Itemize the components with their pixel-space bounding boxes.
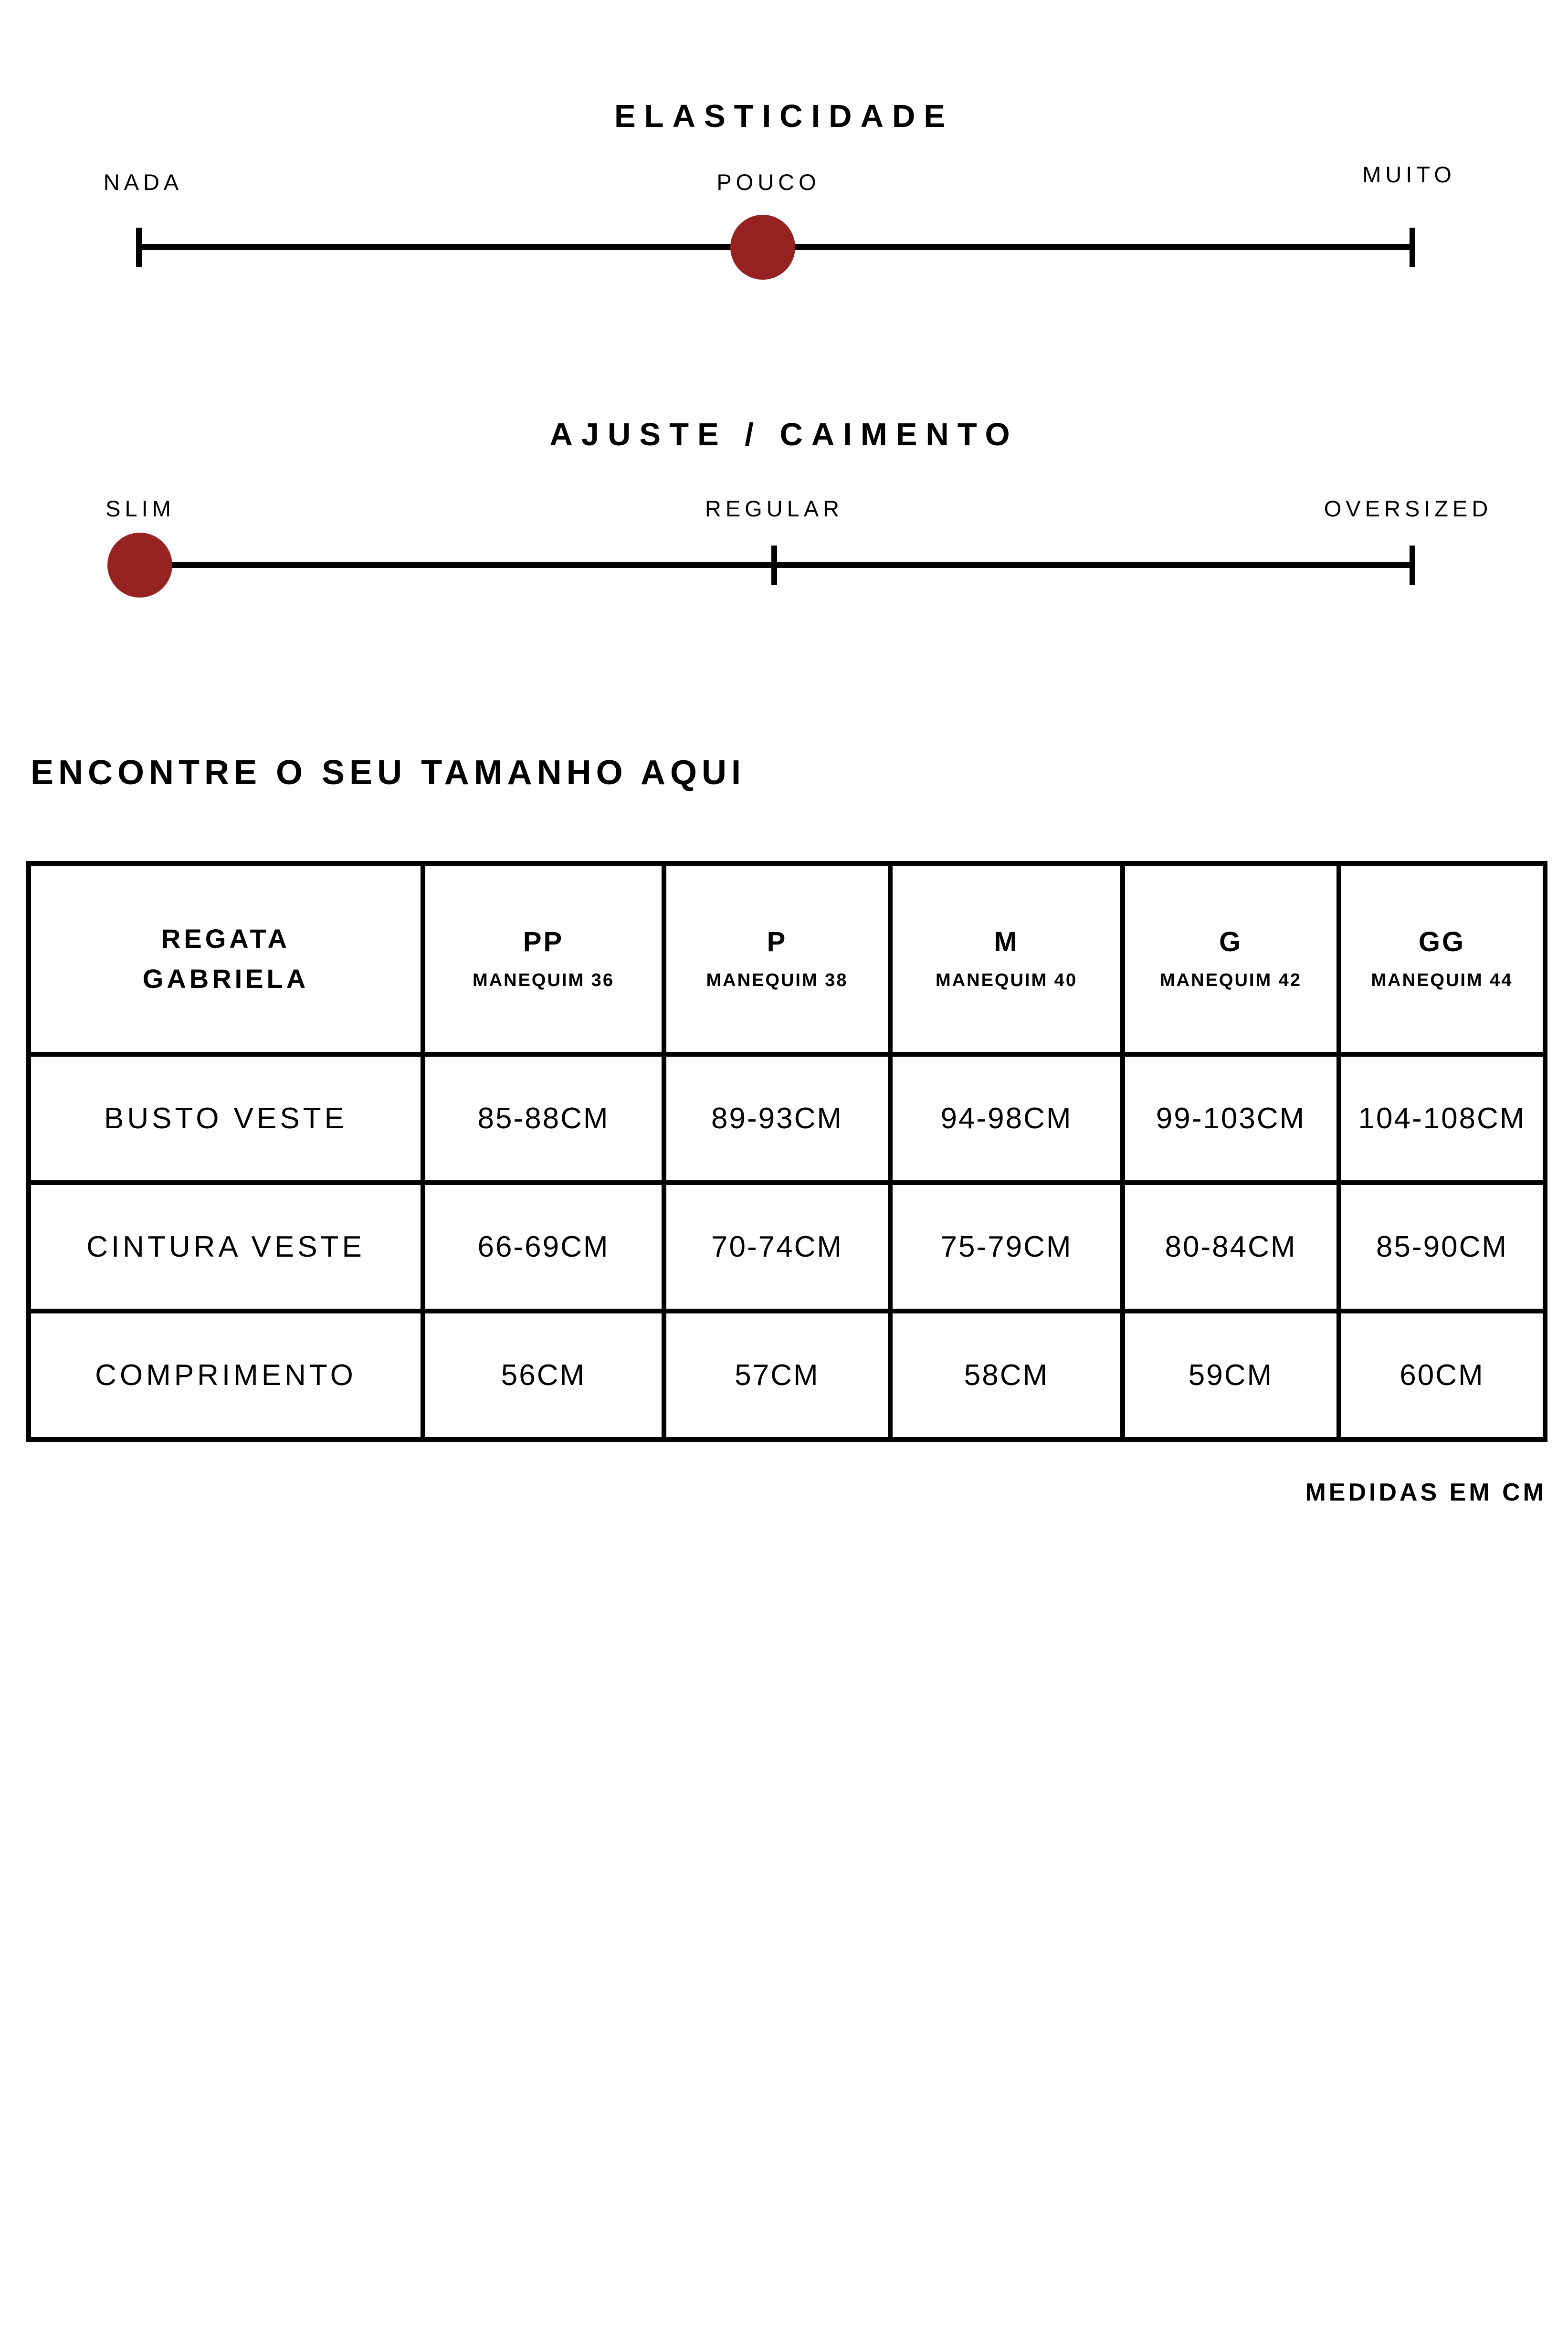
size-header-pp: [423, 863, 664, 1054]
table-row-busto: [29, 1054, 1545, 1183]
product-name-line2: GABRIELA: [142, 964, 309, 994]
fit-label-oversized: OVERSIZED: [1324, 496, 1493, 521]
size-header-gg: [1339, 863, 1545, 1054]
comprimento-gg: 60CM: [1339, 1311, 1545, 1439]
mannequin-38: MANEQUIM 38: [706, 970, 848, 990]
size-code-pp: PP: [523, 926, 564, 957]
row-label-cell: CINTURA VESTE: [29, 1183, 423, 1311]
row-label-cell: COMPRIMENTO: [29, 1311, 423, 1439]
elasticity-tick-start: [136, 228, 142, 267]
comprimento-p: 57CM: [664, 1311, 890, 1439]
comprimento-pp: 56CM: [423, 1311, 664, 1439]
size-code-p: P: [767, 926, 788, 957]
mannequin-40: MANEQUIM 40: [936, 970, 1077, 990]
size-code-gg: GG: [1418, 926, 1466, 957]
size-header-g: [1123, 863, 1339, 1054]
cintura-p: 70-74CM: [664, 1183, 890, 1311]
elasticity-label-pouco: POUCO: [716, 169, 821, 195]
cintura-g: 80-84CM: [1123, 1183, 1339, 1311]
size-table: [26, 861, 1547, 1442]
product-name-cell: [29, 863, 423, 1054]
fit-tick-end: [1410, 546, 1415, 585]
mannequin-44: MANEQUIM 44: [1371, 970, 1513, 990]
row-label-cell: BUSTO VESTE: [29, 1054, 423, 1183]
busto-p: 89-93CM: [664, 1054, 890, 1183]
elasticity-label-muito: MUITO: [1362, 162, 1456, 187]
busto-pp: 85-88CM: [423, 1054, 664, 1183]
cintura-m: 75-79CM: [890, 1183, 1123, 1311]
fit-marker-dot: [107, 533, 172, 598]
fit-title: AJUSTE / CAIMENTO: [549, 417, 1019, 452]
cintura-gg: 85-90CM: [1339, 1183, 1545, 1311]
comprimento-m: 58CM: [890, 1311, 1123, 1439]
size-code-g: G: [1219, 926, 1243, 957]
busto-m: 94-98CM: [890, 1054, 1123, 1183]
measures-footnote: MEDIDAS EM CM: [1305, 1479, 1547, 1506]
size-header-p: [664, 863, 890, 1054]
table-row-cintura: [29, 1183, 1545, 1311]
elasticity-marker-dot: [730, 215, 795, 280]
table-row-comprimento: [29, 1311, 1545, 1439]
product-name-line1: REGATA: [161, 924, 291, 954]
cintura-pp: 66-69CM: [423, 1183, 664, 1311]
mannequin-42: MANEQUIM 42: [1160, 970, 1302, 990]
busto-g: 99-103CM: [1123, 1054, 1339, 1183]
size-header-m: [890, 863, 1123, 1054]
comprimento-g: 59CM: [1123, 1311, 1339, 1439]
fit-label-regular: REGULAR: [705, 496, 844, 521]
table-header-row: [29, 863, 1545, 1054]
size-code-m: M: [994, 926, 1019, 957]
elasticity-title: ELASTICIDADE: [614, 98, 954, 134]
fit-label-slim: SLIM: [105, 496, 175, 521]
size-finder-heading: ENCONTRE O SEU TAMANHO AQUI: [31, 754, 746, 792]
busto-gg: 104-108CM: [1339, 1054, 1545, 1183]
elasticity-label-nada: NADA: [103, 169, 183, 195]
fit-tick-center: [771, 546, 777, 585]
elasticity-tick-end: [1410, 228, 1415, 267]
mannequin-36: MANEQUIM 36: [473, 970, 614, 990]
